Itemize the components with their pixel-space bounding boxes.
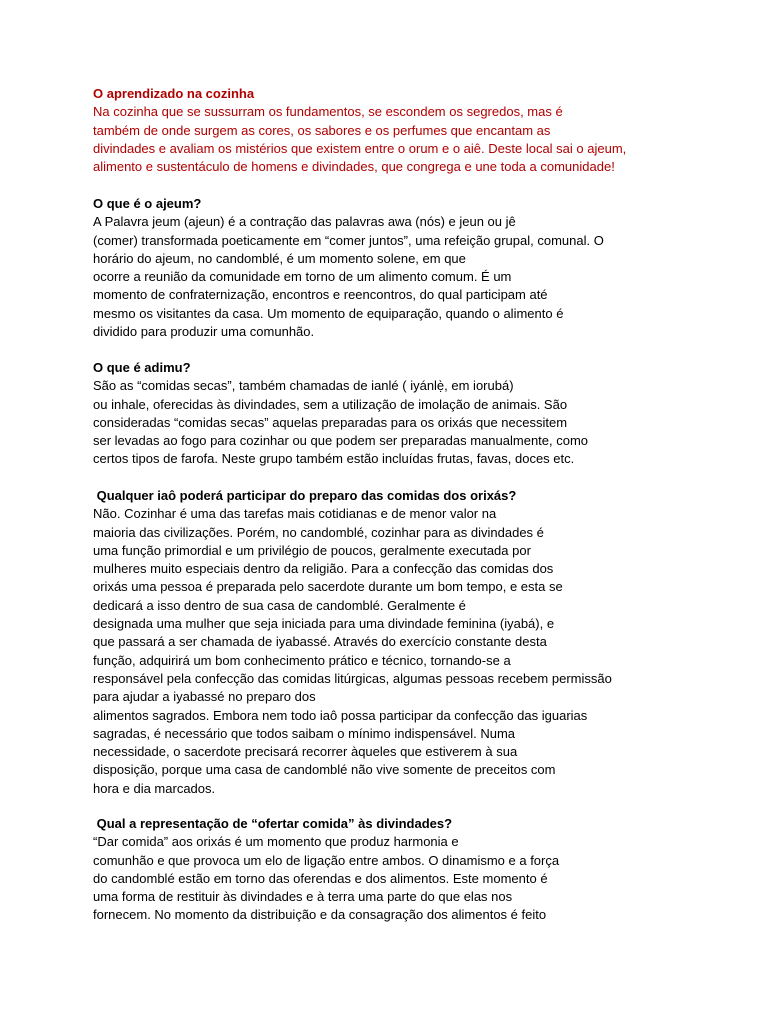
intro-line: Na cozinha que se sussurram os fundamentos, se escondem os segredos, mas é bbox=[93, 104, 563, 120]
adimu-line: ou inhale, oferecidas às divindades, sem a utilização de imolação de animais. São bbox=[93, 396, 568, 412]
intro-section bbox=[93, 85, 763, 176]
iao-line: que passará a ser chamada de iyabassé. Através do exercício constante desta bbox=[93, 634, 547, 650]
ofertar-title: Qual a representação de “ofertar comida” às divindades? bbox=[93, 816, 453, 831]
iao-section bbox=[93, 487, 763, 798]
ajeum-line: horário do ajeum, no candomblé, é um momento solene, em que bbox=[93, 250, 466, 266]
ajeum-line: dividido para produzir uma comunhão. bbox=[93, 324, 315, 340]
iao-line: responsável pela confecção das comidas litúrgicas, algumas pessoas recebem permissão bbox=[93, 670, 612, 686]
intro-title: O aprendizado na cozinha bbox=[93, 86, 255, 101]
intro-line: divindades e avaliam os mistérios que existem entre o orum e o aiê. Deste local sai o ajeum, bbox=[93, 140, 627, 156]
ajeum-title: O que é o ajeum? bbox=[93, 196, 202, 211]
iao-line: necessidade, o sacerdote precisará recorrer àqueles que estiverem à sua bbox=[93, 744, 518, 760]
adimu-line: consideradas “comidas secas” aquelas preparadas para os orixás que necessitem bbox=[93, 414, 568, 430]
ofertar-line: comunhão e que provoca um elo de ligação entre ambos. O dinamismo e a força bbox=[93, 852, 560, 868]
iao-line: designada uma mulher que seja iniciada para uma divindade feminina (iyabá), e bbox=[93, 616, 555, 632]
adimu-line: ser levadas ao fogo para cozinhar ou que podem ser preparadas manualmente, como bbox=[93, 433, 589, 449]
iao-line: orixás uma pessoa é preparada pelo sacerdote durante um bom tempo, e esta se bbox=[93, 579, 563, 595]
ajeum-line: (comer) transformada poeticamente em “comer juntos”, uma refeição grupal, comunal. O bbox=[93, 232, 604, 248]
iao-line: para ajudar a iyabassé no preparo dos bbox=[93, 689, 316, 705]
ajeum-section bbox=[93, 195, 763, 341]
iao-line: sagradas, é necessário que todos saibam o mínimo indispensável. Numa bbox=[93, 725, 516, 741]
iao-line: hora e dia marcados. bbox=[93, 780, 216, 796]
ajeum-line: momento de confraternização, encontros e reencontros, do qual participam até bbox=[93, 287, 548, 303]
intro-line: também de onde surgem as cores, os sabores e os perfumes que encantam as bbox=[93, 122, 551, 138]
ofertar-section bbox=[93, 815, 763, 925]
adimu-line: certos tipos de farofa. Neste grupo também estão incluídas frutas, favas, doces etc. bbox=[93, 451, 575, 467]
ofertar-line: “Dar comida” aos orixás é um momento que produz harmonia e bbox=[93, 834, 459, 850]
iao-line: função, adquirirá um bom conhecimento prático e técnico, tornando-se a bbox=[93, 652, 511, 668]
adimu-section bbox=[93, 359, 763, 469]
iao-line: Não. Cozinhar é uma das tarefas mais cotidianas e de menor valor na bbox=[93, 506, 497, 522]
iao-title: Qualquer iaô poderá participar do preparo das comidas dos orixás? bbox=[93, 488, 517, 503]
ajeum-line: mesmo os visitantes da casa. Um momento de equiparação, quando o alimento é bbox=[93, 305, 564, 321]
iao-line: disposição, porque uma casa de candomblé não vive somente de preceitos com bbox=[93, 762, 556, 778]
intro-line: alimento e sustentáculo de homens e divindades, que congrega e une toda a comunidade! bbox=[93, 159, 615, 175]
adimu-title: O que é adimu? bbox=[93, 360, 191, 375]
ofertar-line: fornecem. No momento da distribuição e da consagração dos alimentos é feito bbox=[93, 907, 547, 923]
iao-line: mulheres muito especiais dentro da religião. Para a confecção das comidas dos bbox=[93, 561, 554, 577]
adimu-line: São as “comidas secas”, também chamadas de ianlé ( iyánlẹ̀, em iorubá) bbox=[93, 378, 514, 394]
iao-line: uma função primordial e um privilégio de poucos, geralmente executada por bbox=[93, 542, 531, 558]
ajeum-line: A Palavra jeum (ajeun) é a contração das palavras awa (nós) e jeun ou jê bbox=[93, 214, 516, 230]
iao-line: dedicará a isso dentro de sua casa de candomblé. Geralmente é bbox=[93, 597, 466, 613]
iao-line: maioria das civilizações. Porém, no candomblé, cozinhar para as divindades é bbox=[93, 524, 544, 540]
ajeum-line: ocorre a reunião da comunidade em torno de um alimento comum. É um bbox=[93, 269, 512, 285]
iao-line: alimentos sagrados. Embora nem todo iaô possa participar da confecção das iguarias bbox=[93, 707, 588, 723]
ofertar-line: uma forma de restituir às divindades e à terra uma parte do que elas nos bbox=[93, 889, 513, 905]
ofertar-line: do candomblé estão em torno das oferendas e dos alimentos. Este momento é bbox=[93, 870, 548, 886]
